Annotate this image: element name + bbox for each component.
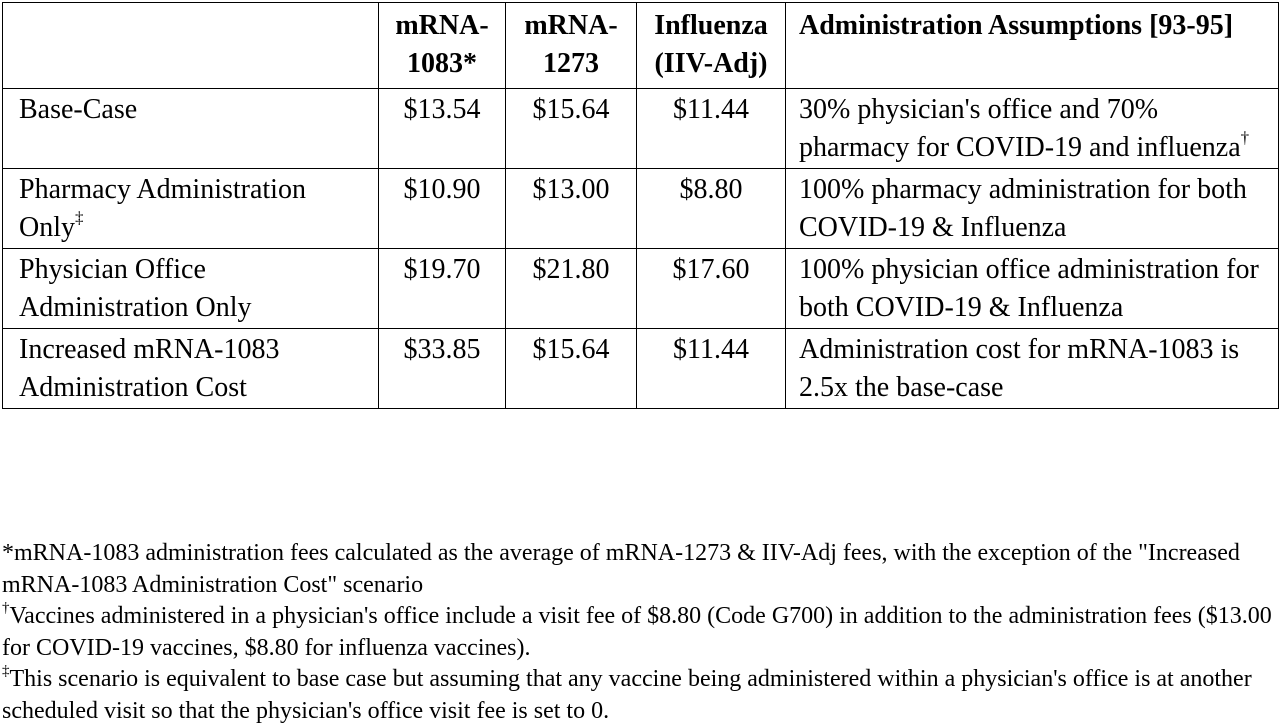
- scenario-cell: Physician Office Administration Only: [3, 249, 379, 329]
- mrna-1083-cost: $10.90: [379, 169, 506, 249]
- footnote: †Vaccines administered in a physician's office include a visit fee of $8.80 (Code G700) in addition to the administration fees ($13.00 for COVID-19 vaccines, $8.80 for influenza vaccines).: [2, 600, 1272, 661]
- mrna-1083-cost: $13.54: [379, 89, 506, 169]
- mrna-1273-cost: $15.64: [506, 89, 637, 169]
- footnotes: [2, 538, 1278, 727]
- footnote-mark: ‡: [75, 208, 84, 228]
- influenza-cost: $17.60: [637, 249, 786, 329]
- assumptions-cell: Administration cost for mRNA-1083 is 2.5x the base-case: [786, 329, 1279, 409]
- scenario-cell: Pharmacy Administration Only‡: [3, 169, 379, 249]
- mrna-1083-cost: $33.85: [379, 329, 506, 409]
- scenario-cell: Increased mRNA-1083 Administration Cost: [3, 329, 379, 409]
- table-row: [3, 89, 1279, 169]
- header-mrna-1273: mRNA-1273: [506, 3, 637, 89]
- header-influenza: Influenza (IIV-Adj): [637, 3, 786, 89]
- mrna-1083-cost: $19.70: [379, 249, 506, 329]
- header-scenario: [3, 3, 379, 89]
- influenza-cost: $11.44: [637, 329, 786, 409]
- footnote: ‡This scenario is equivalent to base case but assuming that any vaccine being administered within a physician's office is at another scheduled visit so that the physician's office visit fee is set to 0.: [2, 663, 1252, 724]
- assumptions-cell: 100% pharmacy administration for both COVID-19 & Influenza: [786, 169, 1279, 249]
- table-row: [3, 169, 1279, 249]
- assumptions-cell: 30% physician's office and 70% pharmacy for COVID-19 and influenza†: [786, 89, 1279, 169]
- table-row: [3, 329, 1279, 409]
- influenza-cost: $11.44: [637, 89, 786, 169]
- mrna-1273-cost: $21.80: [506, 249, 637, 329]
- header-assumptions: Administration Assumptions [93-95]: [786, 3, 1279, 89]
- header-row: [3, 3, 1279, 89]
- assumptions-cell: 100% physician office administration for both COVID-19 & Influenza: [786, 249, 1279, 329]
- footnote: *mRNA-1083 administration fees calculated as the average of mRNA-1273 & IIV-Adj fees, with the exception of the "Increased mRNA-1083 Administration Cost" scenario: [2, 540, 1240, 598]
- footnote-mark: †: [1240, 128, 1250, 148]
- table-row: [3, 249, 1279, 329]
- administration-cost-table: [2, 2, 1279, 409]
- scenario-cell: Base-Case: [3, 89, 379, 169]
- header-mrna-1083: mRNA-1083*: [379, 3, 506, 89]
- mrna-1273-cost: $13.00: [506, 169, 637, 249]
- mrna-1273-cost: $15.64: [506, 329, 637, 409]
- influenza-cost: $8.80: [637, 169, 786, 249]
